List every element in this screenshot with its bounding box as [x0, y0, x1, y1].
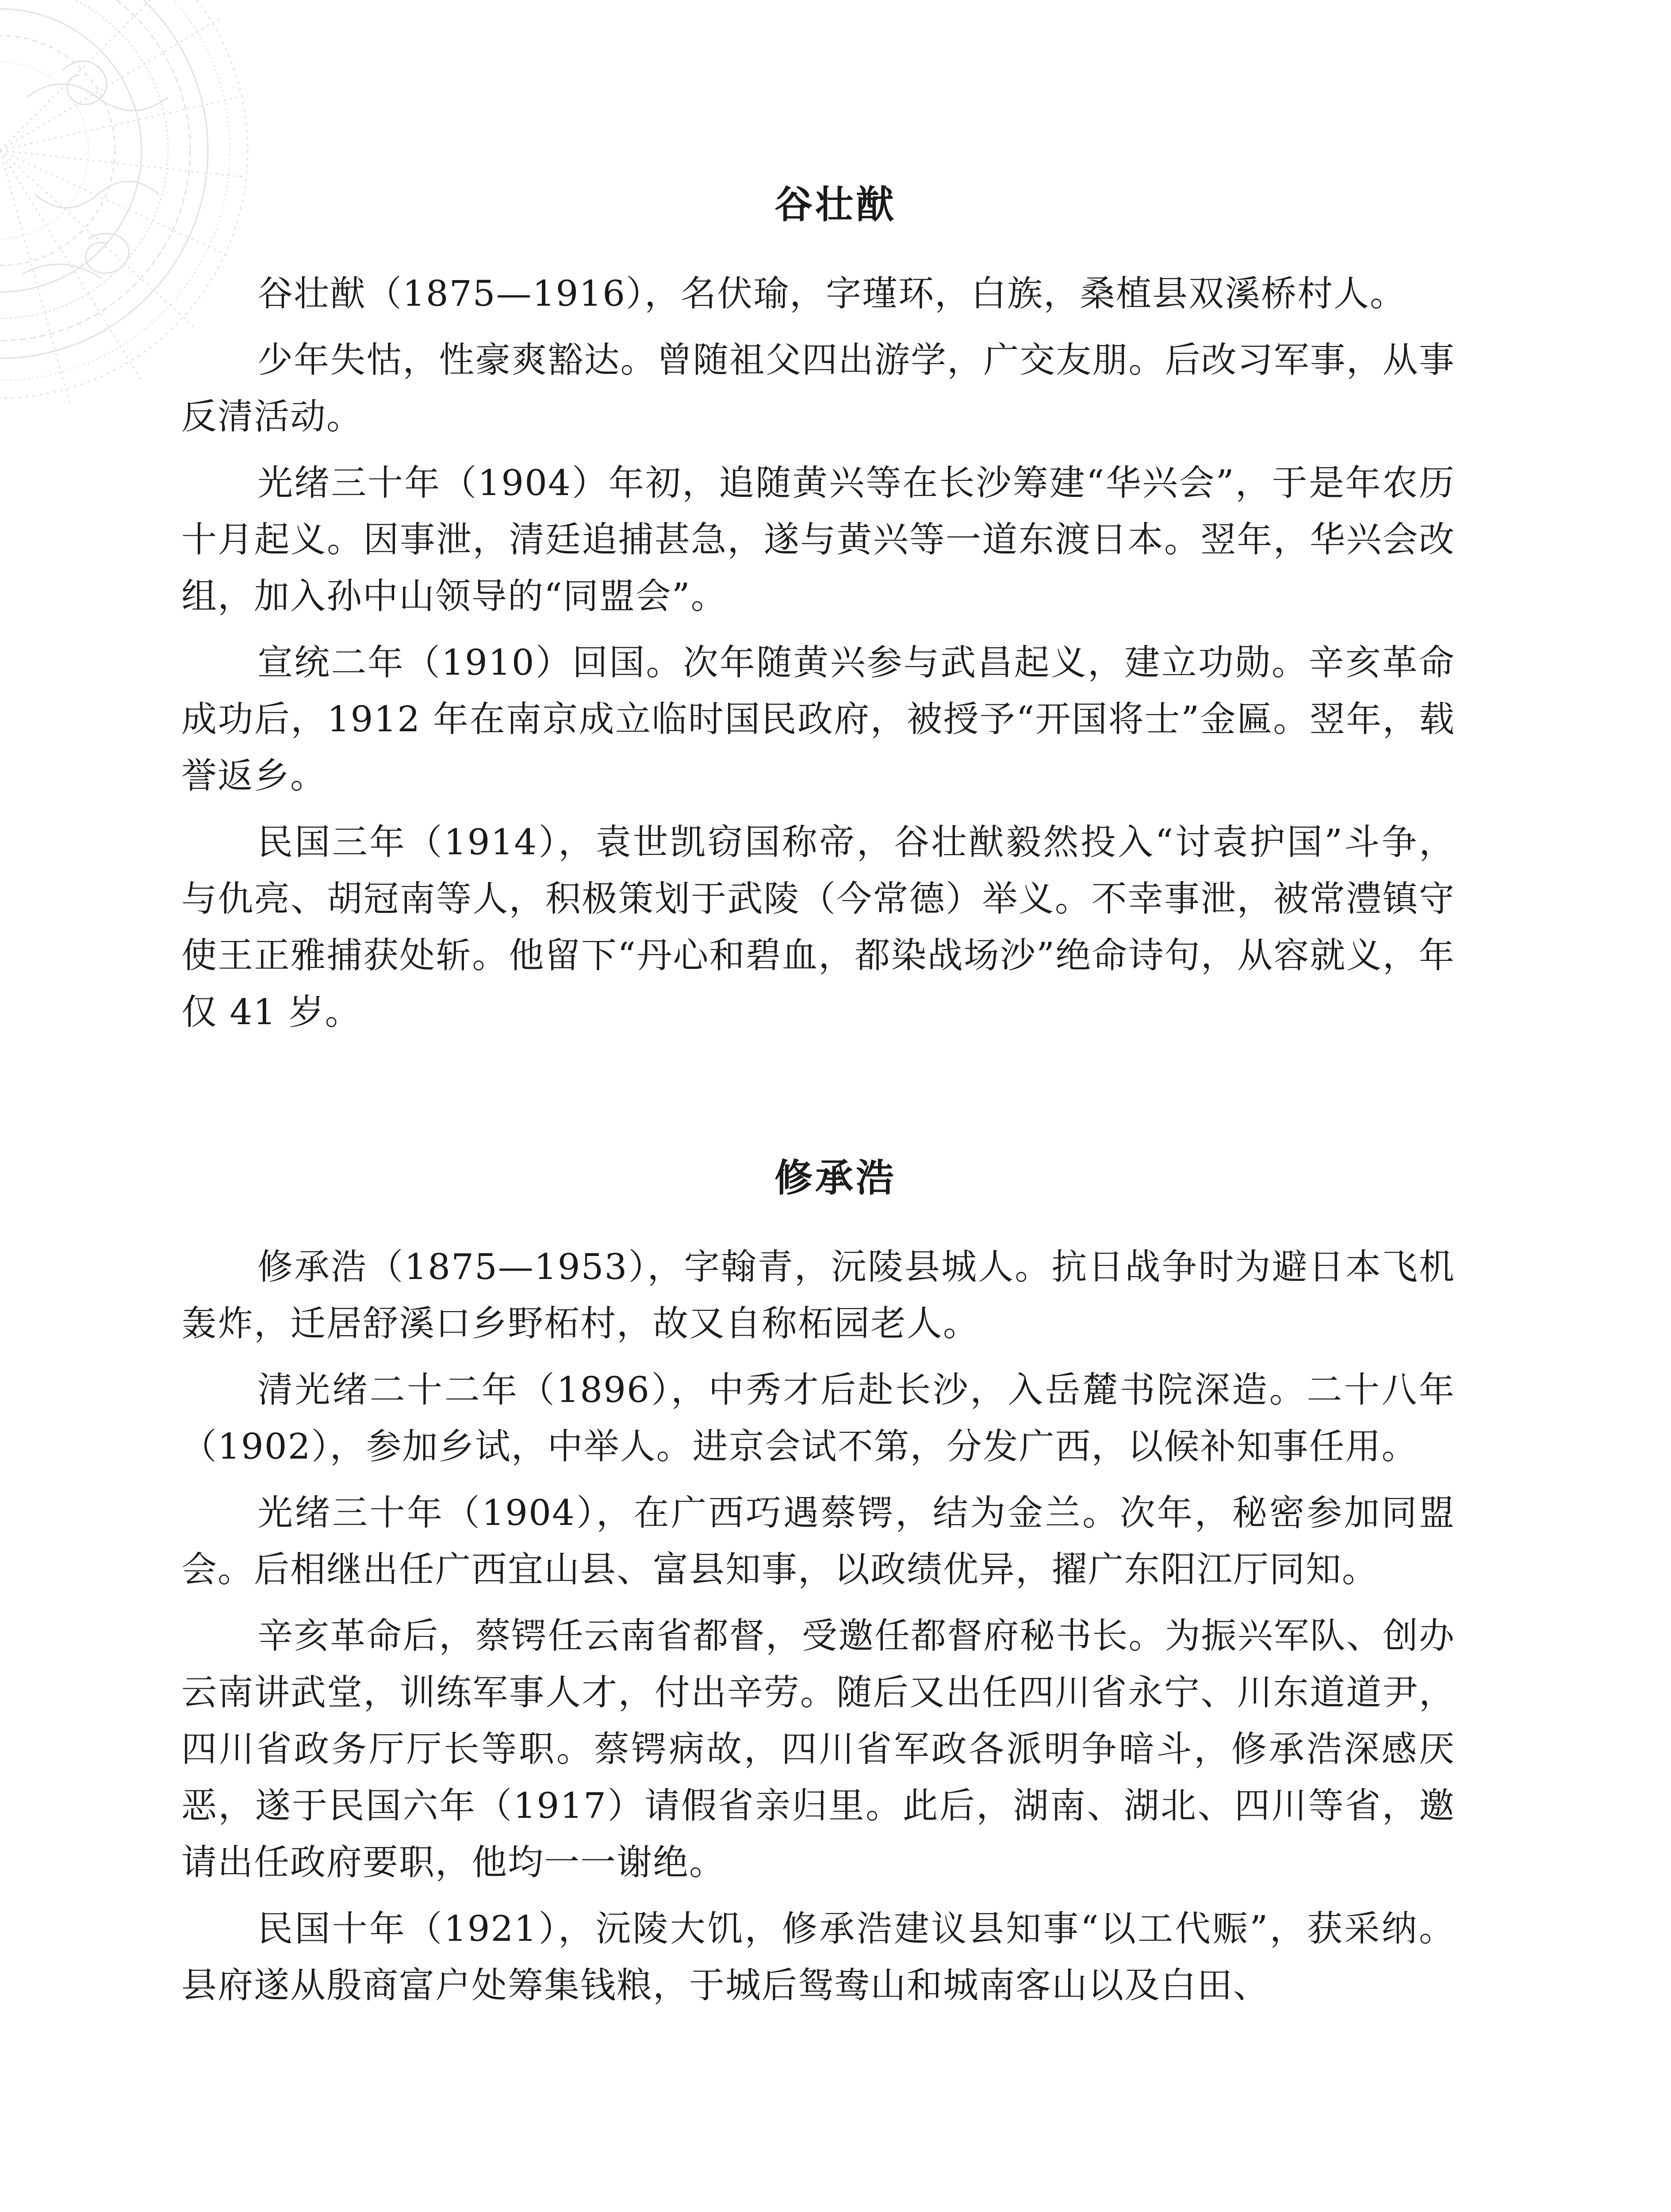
paragraph: 光绪三十年（1904），在广西巧遇蔡锷，结为金兰。次年，秘密参加同盟会。后相继出任广西宜山县、富县知事，以政绩优异，擢广东阳江厅同知。: [181, 1492, 1455, 1590]
section-title: 谷壮猷: [774, 182, 897, 227]
section-body: [181, 1239, 1455, 2024]
section-body: [181, 265, 1455, 1050]
paragraph: 清光绪二十二年（1896），中秀才后赴长沙，入岳麓书院深造。二十八年（1902），参加乡试，中举人。进京会试不第，分发广西，以候补知事任用。: [181, 1369, 1455, 1467]
paragraph: 宣统二年（1910）回国。次年随黄兴参与武昌起义，建立功勋。辛亥革命成功后，1912 年在南京成立临时国民政府，被授予“开国将士”金匾。翌年，载誉返乡。: [181, 642, 1455, 796]
paragraph: 辛亥革命后，蔡锷任云南省都督，受邀任都督府秘书长。为振兴军队、创办云南讲武堂，训练军事人才，付出辛劳。随后又出任四川省永宁、川东道道尹，四川省政务厅厅长等职。蔡锷病故，四川省军政各派明争暗斗，修承浩深感厌恶，遂于民国六年（1917）请假省亲归里。此后，湖南、湖北、四川等省，邀请出任政府要职，他均一一谢绝。: [181, 1615, 1455, 1883]
paragraph: 修承浩（1875—1953），字翰青，沅陵县城人。抗日战争时为避日本飞机轰炸，迁居舒溪口乡野柘村，故又自称柘园老人。: [181, 1246, 1455, 1344]
section-title: 修承浩: [774, 1156, 897, 1200]
paragraph: 民国十年（1921），沅陵大饥，修承浩建议县知事“以工代赈”，获采纳。县府遂从殷商富户处筹集钱粮，于城后鸳鸯山和城南客山以及白田、: [181, 1908, 1455, 2006]
paragraph: 谷壮猷（1875—1916），名伏瑜，字瑾环，白族，桑植县双溪桥村人。: [257, 273, 1407, 314]
paragraph: 民国三年（1914），袁世凯窃国称帝，谷壮猷毅然投入“讨袁护国”斗争，与仇亮、胡冠南等人，积极策划于武陵（今常德）举义。不幸事泄，被常澧镇守使王正雅捕获处斩。他留下“丹心和碧血，都染战场沙”绝命诗句，从容就义，年仅 41 岁。: [181, 822, 1455, 1033]
paragraph: 少年失怙，性豪爽豁达。曾随祖父四出游学，广交友朋。后改习军事，从事反清活动。: [181, 339, 1455, 437]
paragraph: 光绪三十年（1904）年初，追随黄兴等在长沙筹建“华兴会”，于是年农历十月起义。因事泄，清廷追捕甚急，遂与黄兴等一道东渡日本。翌年，华兴会改组，加入孙中山领导的“同盟会”。: [181, 462, 1455, 617]
